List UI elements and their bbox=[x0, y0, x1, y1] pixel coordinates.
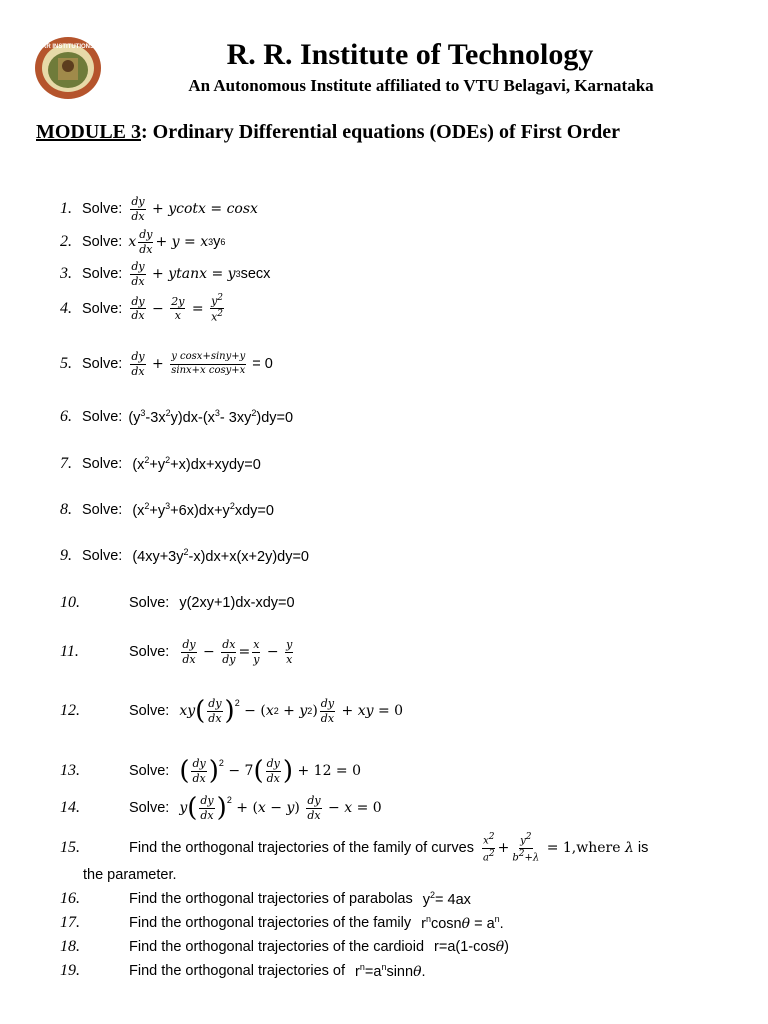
problem-13: 13. Solve: ( $\frac{dy}{dx}$ ) $^2$ − 7 ( $\frac{dy}{dx}$ ) + 12 = 0 bbox=[60, 756, 362, 787]
problem-4: 4. Solve: $\frac{dy}{dx}$ − $\frac{2y}{x}$ = $\frac{y^2}{x^2}$ bbox=[60, 293, 224, 324]
problem-6: 6. Solve: $(y^3-3x^2y)dx-(x^3-$ $3xy^2)dy=0$ bbox=[60, 408, 294, 426]
problem-12: 12. Solve: xy ( $\frac{dy}{dx}$ ) $^2$ − ( x 2 + y 2 ) $\frac{dy}{dx}$ + xy = 0 bbox=[60, 696, 404, 727]
institute-affiliation: An Autonomous Institute affiliated to VTU Belagavi, Karnataka bbox=[188, 76, 654, 95]
problem-8: 8. Solve: $(x^2+y^3+6x)dx+y^2xdy=0$ bbox=[60, 501, 274, 519]
module-heading bbox=[36, 121, 620, 144]
problem-15: 15. Find the orthogonal trajectories of the family of curves $\frac{x^2}{a^2}$ + $\frac{y^2}{b^2+\lambda}$ = 1,where λ is bbox=[60, 832, 649, 864]
problem-19: 19. Find the orthogonal trajectories of $r^n=a^n\sin n\theta$. bbox=[60, 962, 426, 980]
problem-16: 16. Find the orthogonal trajectories of parabolas $y^2= 4ax$ bbox=[60, 890, 471, 908]
problem-5: 5. Solve: $\frac{dy}{dx}$ + $\frac{\text{y cosx+siny+y}}{\text{sinx+x cosy+x}}$ = 0 bbox=[60, 350, 273, 378]
module-tag: MODULE 3 bbox=[36, 121, 141, 143]
problem-11: 11. Solve: $\frac{dy}{dx}$ − $\frac{dx}{dy}$ = $\frac{x}{y}$ − $\frac{y}{x}$ bbox=[60, 638, 293, 666]
problem-10: 10. Solve: y(2xy+1)dx-xdy=0 bbox=[60, 594, 295, 611]
svg-text:RR INSTITUTIONS: RR INSTITUTIONS bbox=[42, 44, 94, 50]
problem-1: 1. Solve: $\frac{dy}{dx}$ + ycotx = cosx bbox=[60, 195, 258, 223]
problem-3: 3. Solve: $\frac{dy}{dx}$ + ytanx = y 3 secx bbox=[60, 260, 271, 288]
problem-2: 2. Solve: x $\frac{dy}{dx}$ + y = x 3 y 6 bbox=[60, 228, 226, 256]
problem-15-continuation: the parameter. bbox=[83, 867, 177, 883]
problem-14: 14. Solve: y ( $\frac{dy}{dx}$ ) $^2$ + ( x − y ) $\frac{dy}{dx}$ − x = 0 bbox=[60, 793, 382, 824]
module-title: : Ordinary Differential equations (ODEs) of First Order bbox=[141, 121, 621, 143]
institute-name: R. R. Institute of Technology bbox=[226, 38, 594, 71]
problem-7: 7. Solve: $(x^2+y^2+x)dx+xydy=0$ bbox=[60, 455, 261, 473]
problem-17: 17. Find the orthogonal trajectories of the family $r^n\cos n\theta = a^n$. bbox=[60, 914, 504, 932]
problem-9: 9. Solve: $(4xy+3y^2-x)dx+x(x+2y)dy=0$ bbox=[60, 547, 309, 565]
problem-18: 18. Find the orthogonal trajectories of the cardioid r=a(1-cosθ) bbox=[60, 938, 509, 955]
